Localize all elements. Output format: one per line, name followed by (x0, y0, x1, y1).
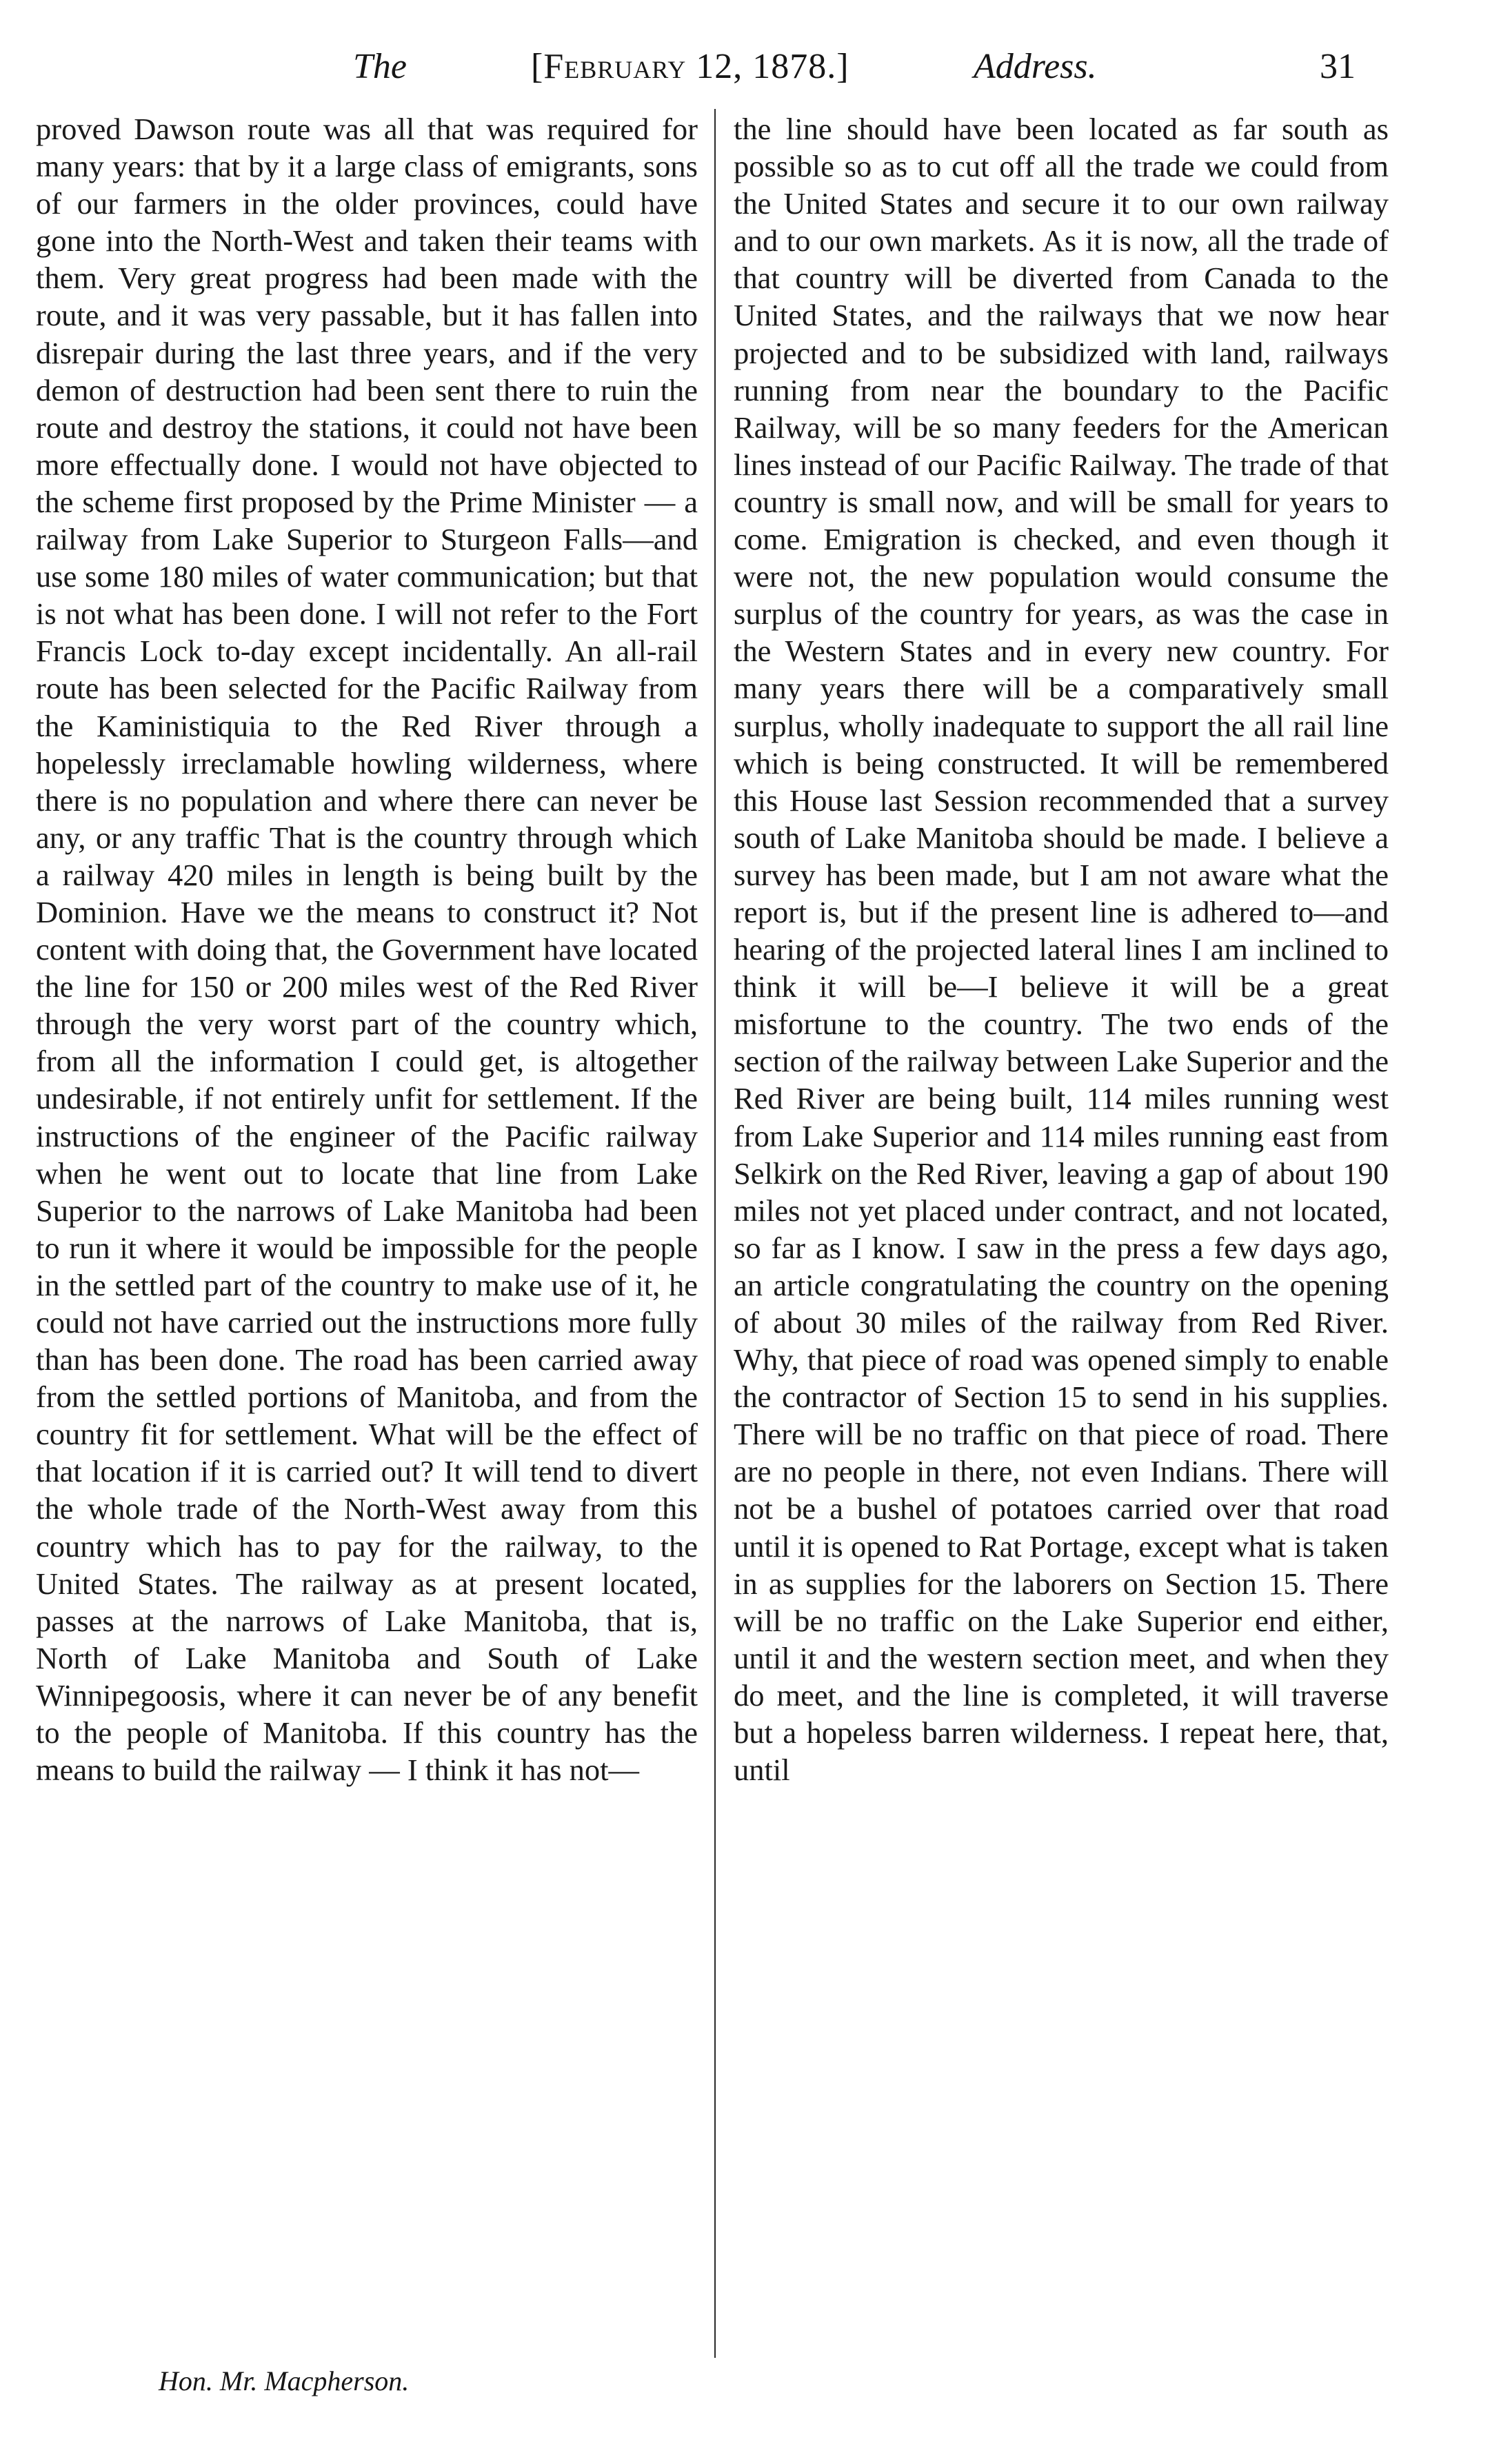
header-date: [February 12, 1878.] (531, 47, 849, 86)
page-number: 31 (1320, 47, 1356, 86)
column-divider (714, 109, 716, 2358)
header-right: Address. (974, 47, 1097, 86)
header-left: The (353, 47, 407, 86)
left-column (36, 110, 698, 2351)
speaker-signature: Hon. Mr. Macpherson. (159, 2365, 410, 2396)
running-header (0, 43, 1510, 91)
right-column (734, 110, 1389, 2351)
right-column-text: the line should have been located as far south as possible so as to cut off all the trade we could from the United States and secure it to our own railway and to our own markets. As it is now, all the trade of that country will be diverted from Canada to the United States, and the railways that we now hear projected and to be subsidized with land, railways running from near the boundary to the Pacific Railway, will be so many feeders for the American lines instead of our Pacific Railway. The trade of that country is small now, and will be small for years to come. Emigration is checked, and even though it were not, the new population would consume the surplus of the country for years, as was the case in the Western States and in every new country. For many years there will be a comparatively small surplus, wholly inadequate to support the all rail line which is being constructed. It will be remembered this House last Session recommended that a survey south of Lake Manitoba should be made. I believe a survey has been made, but I am not aware what the report is, but if the present line is adhered to—and hearing of the projected lateral lines I am inclined to think it will be—I believe it will be a great misfortune to the country. The two ends of the section of the railway between Lake Superior and the Red River are being built, 114 miles running west from Lake Superior and 114 miles running east from Selkirk on the Red River, leaving a gap of about 190 miles not yet placed under contract, and not located, so far as I know. I saw in the press a few days ago, an article congratulating the country on the opening of about 30 miles of the railway from Red River. Why, that piece of road was opened simply to enable the contractor of Section 15 to send in his supplies. There will be no traffic on that piece of road. There are no people in there, not even Indians. There will not be a bushel of potatoes carried over that road until it is opened to Rat Portage, except what is taken in as supplies for the laborers on Section 15. There will be no traffic on the Lake Superior end either, until it and the western section meet, and when they do meet, and the line is completed, it will traverse but a hopeless barren wilderness. I repeat here, that, until (734, 112, 1389, 1788)
left-column-text: proved Dawson route was all that was required for many years: that by it a large class of emigrants, sons of our farmers in the older provinces, could have gone into the North-West and taken their teams with them. Very great progress had been made with the route, and it was very passable, but it has fallen into disrepair during the last three years, and if the very demon of destruction had been sent there to ruin the route and destroy the stations, it could not have been more effectually done. I would not have objected to the scheme first proposed by the Prime Minister — a railway from Lake Superior to Sturgeon Falls—and use some 180 miles of water communication; but that is not what has been done. I will not refer to the Fort Francis Lock to-day except incidentally. An all-rail route has been selected for the Pacific Railway from the Kaministiquia to the Red River through a hopelessly irreclamable howling wilderness, where there is no population and where there can never be any, or any traffic That is the country through which a railway 420 miles in length is being built by the Dominion. Have we the means to construct it? Not content with doing that, the Government have located the line for 150 or 200 miles west of the Red River through the very worst part of the country which, from all the information I could get, is altogether undesirable, if not entirely unfit for settlement. If the instructions of the engineer of the Pacific railway when he went out to locate that line from Lake Superior to the narrows of Lake Manitoba had been to run it where it would be impossible for the people in the settled part of the country to make use of it, he could not have carried out the instructions more fully than has been done. The road has been carried away from the settled portions of Manitoba, and from the country fit for settlement. What will be the effect of that location if it is carried out? It will tend to divert the whole trade of the North-West away from this country which has to pay for the railway, to the United States. The railway as at present located, passes at the narrows of Lake Manitoba, that is, North of Lake Manitoba and South of Lake Winnipegoosis, where it can never be of any benefit to the people of Manitoba. If this country has the means to build the railway — I think it has not— (36, 112, 698, 1788)
